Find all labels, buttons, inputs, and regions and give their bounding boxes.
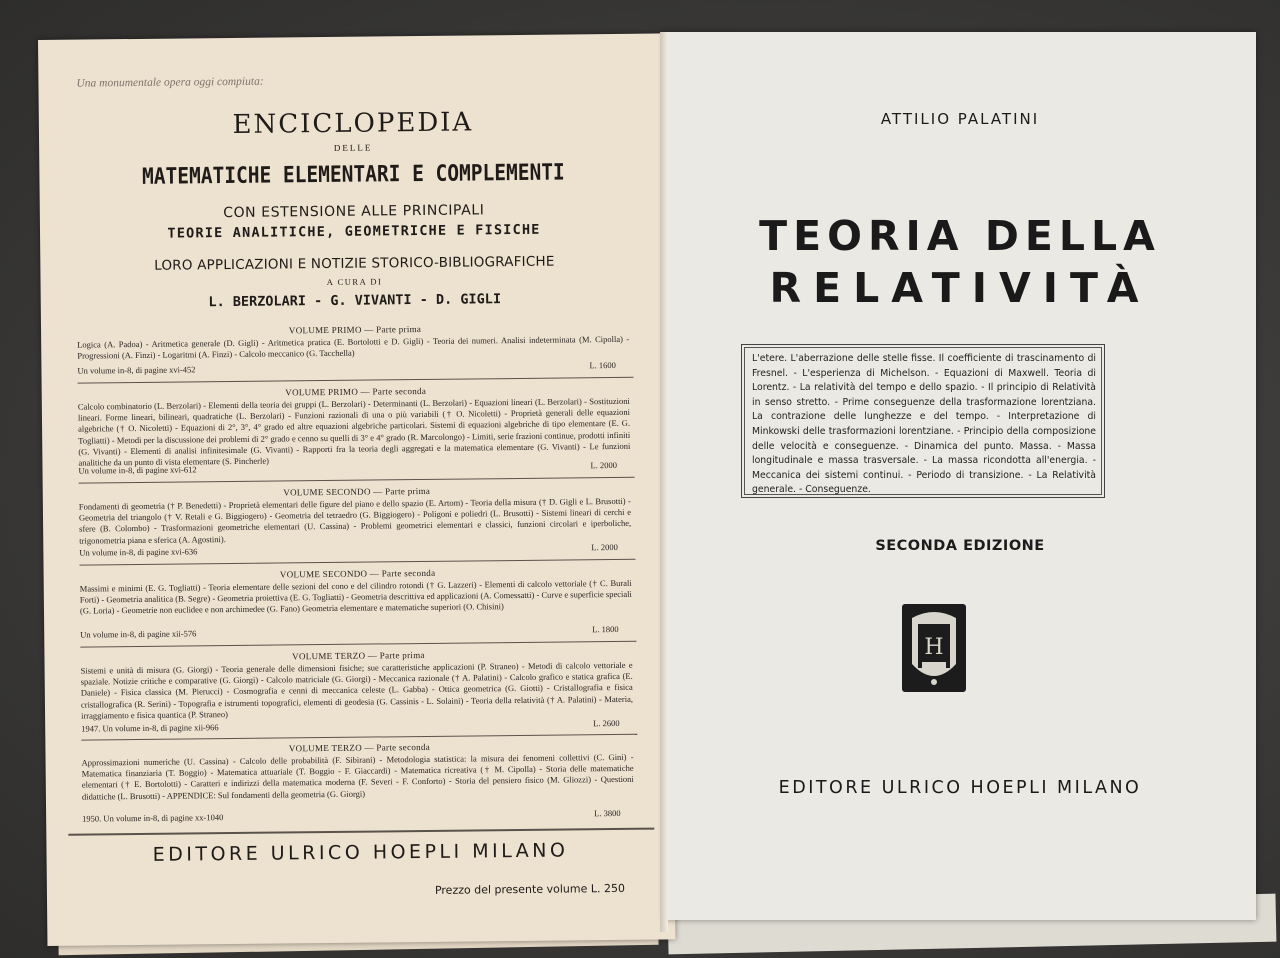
back-cover — [38, 33, 675, 946]
volume-price: L. 3800 — [594, 807, 621, 819]
editors: L. BERZOLARI - G. VIVANTI - D. GIGLI — [208, 291, 502, 311]
volume-heading: VOLUME PRIMO — Parte prima — [288, 324, 422, 336]
volume-contents: Calcolo combinatorio (L. Berzolari) - Elementi della teoria dei gruppi (L. Berzolari) - Determinanti (L. Berzolari) - Equazioni lineari (L. Berzolari) - Sostituzioni lineari. Forme lineari, bilineari, quadratiche (L. Berzolari) - Funzioni razionali di una o più variabili († O. Nicoletti) - Proprietà generali delle equazioni algebriche († O. Nicoletti) - Equazioni di 2°, 3°, 4° grado ed altre equazioni algebriche particolari. Sistemi di equazioni algebriche di tipo elementare (E. G. Togliatti) - Metodi per la discussione dei problemi di 2° grado e cenno su quelli di 3° e 4° grado (R. Marcolongo) - Limiti, serie frazioni continue, prodotti infiniti (G. Vivanti) - Elementi di analisi infinitesimale (G. Vivanti) - Rapporti fra la teoria degli aggregati e la matematica elementare (G. Vivanti) - Le funzioni analitiche da un punto di vista elementare (S. Pincherle) — [77, 395, 631, 468]
divider — [81, 734, 637, 741]
divider — [78, 377, 634, 384]
volume-heading: VOLUME SECONDO — Parte prima — [283, 485, 431, 498]
tagline: Una monumentale opera oggi compiuta: — [76, 75, 264, 90]
volume-price: L. 1800 — [592, 623, 619, 635]
volume-footer: Un volume in-8, di pagine xvi-612 — [78, 464, 197, 476]
book-title-line2: RELATIVITÀ — [769, 264, 1151, 312]
edition-label: SECONDA EDIZIONE — [875, 538, 1045, 554]
volume-heading: VOLUME PRIMO — Parte seconda — [285, 385, 427, 398]
author-name: ATTILIO PALATINI — [880, 110, 1040, 128]
delle-text: DELLE — [333, 142, 373, 153]
volume-heading: VOLUME TERZO — Parte prima — [292, 649, 425, 662]
volume-footer: 1947. Un volume in-8, di pagine xii-966 — [81, 722, 219, 734]
price-note: Prezzo del presente volume L. 250 — [434, 881, 626, 897]
divider — [79, 559, 635, 566]
publisher-emblem-icon — [902, 604, 966, 692]
book-title-line1: TEORIA DELLA — [759, 212, 1161, 260]
divider — [68, 828, 654, 836]
a-cura-di: A CURA DI — [326, 276, 383, 287]
volume-contents: Approssimazioni numeriche (U. Cassina) - Calcolo delle probabilità (F. Sibirani) - Metodologia statistica: la misura dei fenomeni collettivi (C. Gini) - Matematica finanziaria (T. Boggio) - Matematica attuariale (T. Boggio - F. Giaccardi) - Matematica ricreativa († M. Cipolla) - Storia delle matematiche elementari († E. Bortolotti) - Caratteri e indirizzi della matematica moderna (F. Severi - F. Conforto) - Storia del pensiero fisico (M. Gliozzi) - Questioni didattiche (L. Brusotti) - APPENDICE: Sul fondamenti della geometria (G. Giorgi) — [81, 751, 634, 802]
volume-price: L. 2600 — [593, 717, 620, 729]
divider — [79, 477, 635, 484]
publisher-imprint: EDITORE ULRICO HOEPLI MILANO — [152, 839, 569, 866]
encyclopedia-subtitle: MATEMATICHE ELEMENTARI E COMPLEMENTI — [141, 158, 565, 190]
volume-footer: 1950. Un volume in-8, di pagine xx-1040 — [82, 812, 224, 824]
volume-price: L. 2000 — [590, 459, 617, 471]
line-estensione: CON ESTENSIONE ALLE PRINCIPALI — [223, 202, 485, 222]
volume-contents: Logica (A. Padoa) - Aritmetica generale (D. Gigli) - Aritmetica pratica (E. Bortolotti e D. Gigli) - Teoria dei numeri. Analisi indeterminata (M. Cipolla) - Progressioni (A. Finzi) - Logaritmi (A. Finzi) - Calcolo meccanico (G. Tacchella) — [77, 333, 630, 361]
volume-price: L. 2000 — [591, 541, 618, 553]
volume-price: L. 1600 — [589, 359, 616, 371]
volume-contents: Sistemi e unità di misura (G. Giorgi) - Teoria generale delle dimensioni fisiche; sue caratteristiche applicazioni (P. Straneo) - Metodi di calcolo vettoriale e spaziale. Notizie critiche e comparative (G. Giorgi) - Calcolo matriciale (G. Giorgi) - Meccanica razionale († A. Palatini) - Calcolo grafico e statica grafica (E. Daniele) - Fisica classica (M. Pierucci) - Cosmografia e cenni di meccanica celeste (L. Gabba) - Ottica geometrica (G. Giotti) - Cristallografia e fisica cristallografica (R. Serini) - Topografia e istrumenti topografici, elementi di geodesia (G. Cassinis - L. Solaini) - Teoria della relatività († A. Palatini) - Materia, irraggiamento e fisica quantica (P. Straneo) — [80, 659, 633, 721]
synopsis-text: L'etere. L'aberrazione delle stelle fisse. Il coefficiente di trascinamento di Fresnel. - L'esperienza di Michelson. - Equazioni di Maxwell. Teoria di Lorentz. - La relatività del tempo e dello spazio. - Il principio di Relatività in senso stretto. - Prime conseguenze della trasformazione lorentziana. La contrazione delle lunghezze e del tempo. - Interpretazione di Minkowski delle trasformazioni lorentziane. - Principio della composizione delle velocità e conseguenze. - Dinamica del punto. Massa. - Massa longitudinale e massa trasversale. - La massa ricondotta all'energia. - Meccanica dei sistemi continui. - Periodo di transizione. - La Relatività generale. - Conseguenze. — [752, 353, 1096, 496]
volume-heading: VOLUME SECONDO — Parte seconda — [279, 567, 436, 580]
divider — [80, 641, 636, 648]
volume-footer: Un volume in-8, di pagine xvi-636 — [79, 546, 198, 558]
publisher-imprint-front: EDITORE ULRICO HOEPLI MILANO — [778, 778, 1142, 798]
volume-footer: Un volume in-8, di pagine xvi-452 — [77, 364, 196, 376]
volume-contents: Massimi e minimi (E. G. Togliatti) - Teoria elementare delle sezioni del cono e del cilindro rotondi († G. Lazzeri) - Elementi di calcolo vettoriale († C. Burali Forti) - Geometria analitica (B. Segre) - Geometria proiettiva (E. G. Togliatti) - Geometria descrittiva ed applicazioni (A. Comessatti) - Curve e superficie speciali (G. Loria) - Geometrie non euclidee e non archimedee (G. Fano) Geometria elementare e matematiche superiori (O. Chisini) — [79, 577, 632, 616]
svg-text:H: H — [924, 635, 944, 660]
line-teorie: TEORIE ANALITICHE, GEOMETRICHE E FISICHE — [167, 221, 541, 242]
volume-contents: Fondamenti di geometria († P. Benedetti) - Proprietà elementari delle figure del piano e dello spazio (E. Artom) - Teoria della misura († D. Gigli e L. Brusotti) - Geometria del triangolo († V. Retali e G. Biggiogero) - Geometria del tetraedro (G. Biggiogero) - Poligoni e poliedri (L. Brusotti) - Sistemi lineari di cerchi e sfere (B. Colombo) - Trasformazioni geometriche elementari (U. Cassina) - Problemi geometrici elementari e classici, funzioni circolari e iperboliche, trigonometria piana e sferica (A. Agostini). — [78, 495, 632, 546]
volume-heading: VOLUME TERZO — Parte seconda — [288, 741, 431, 754]
line-applicazioni: LORO APPLICAZIONI E NOTIZIE STORICO-BIBLIOGRAFICHE — [154, 253, 555, 274]
volume-footer: Un volume in-8, di pagine xii-576 — [80, 628, 197, 640]
encyclopedia-title: ENCICLOPEDIA — [232, 107, 474, 140]
